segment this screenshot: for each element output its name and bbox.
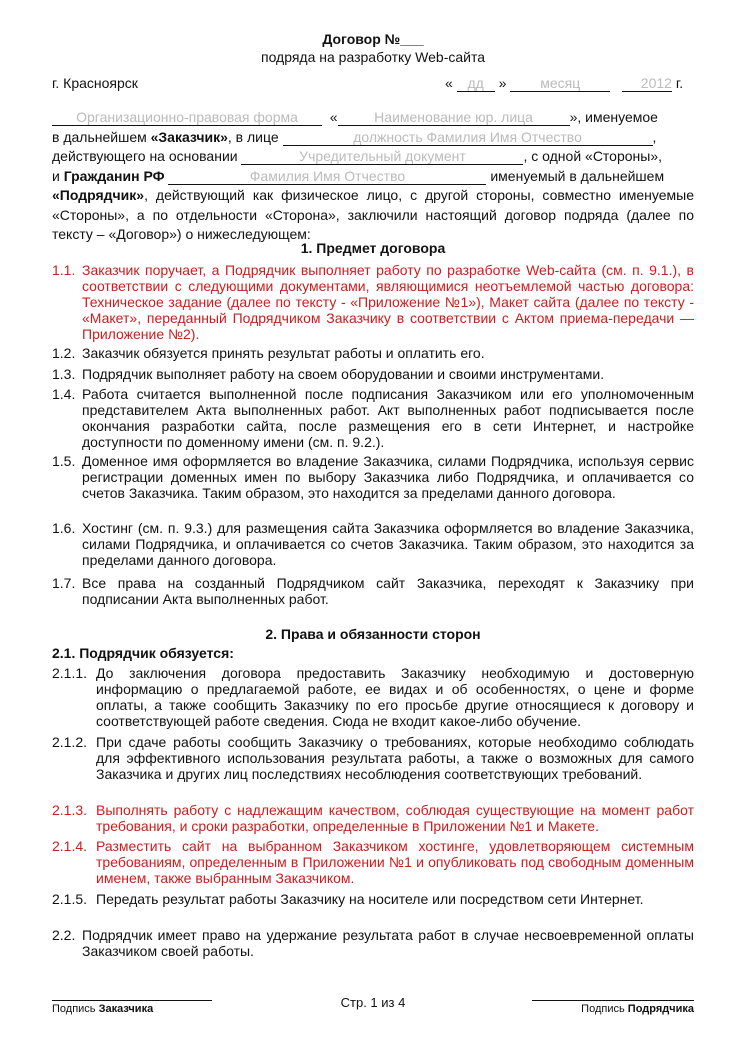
clause-text: Заказчик поручает, а Подрядчик выполняет работу по разработке Web-сайта (см. п. 9.1.), в соответствии с следующими документами, являющимися неотъемлемой частью договора: Техническое задание (далее по тексту - «Приложение №1»), Макет сайта (далее по тексту - «Макет», переданный Подрядчиком Заказчику в соответствии с Актом приема-передачи — Приложение №2). (82, 262, 694, 342)
clause-number: 2.1.3. (52, 802, 88, 818)
subsection-2-1-title: 2.1. Подрядчик обязуется: (52, 645, 234, 661)
clause-2-1-4 (52, 838, 694, 886)
clause-text: Хостинг (см. п. 9.3.) для размещения сайта Заказчика оформляется во владение Заказчика, силами Подрядчика, и оплачивается со счетов Заказчика. Таким образом, это находится за пределами данного договора. (82, 520, 694, 568)
clause-text: Подрядчик имеет право на удержание результата работ в случае несвоевременной оплаты Заказчиком своей работы. (82, 927, 694, 959)
preamble (52, 108, 694, 245)
text: в дальнейшем (52, 128, 147, 145)
page-number: Стр. 1 из 4 (340, 995, 406, 1010)
citizen-name-field: Фамилия Имя Отчество (168, 169, 486, 185)
clause-1-2 (52, 345, 694, 361)
clause-number: 1.5. (52, 453, 76, 469)
date-quote-open: « (445, 75, 453, 91)
text: и (52, 167, 60, 184)
document-field: Учредительный документ (241, 149, 523, 165)
clause-1-7 (52, 575, 694, 607)
signature-prefix: Подпись (581, 1003, 625, 1015)
position-name-field: должность Фамилия Имя Отчество (283, 130, 653, 146)
clause-number: 2.2. (52, 927, 76, 943)
clause-2-1-5 (52, 891, 694, 907)
clause-text: Работа считается выполненной после подписания Заказчиком или его уполномоченным представителем Акта выполненных работ. Акт выполненных работ подписывается после окончания разработки сайта, после размещения его в сети Интернет, и настройке доступности по доменному имени (см. п. 9.2.). (82, 386, 694, 450)
clause-number: 1.4. (52, 386, 76, 402)
clause-number: 2.1.2. (52, 734, 88, 750)
clause-1-3 (52, 366, 694, 382)
customer-label: Заказчика (98, 1003, 154, 1015)
clause-2-1-2 (52, 734, 694, 782)
clause-1-6 (52, 520, 694, 568)
text: действующего на основании (52, 148, 238, 164)
quote: » (569, 109, 578, 125)
contractor-label: Подрядчика (627, 1003, 694, 1015)
clause-number: 1.1. (52, 262, 76, 278)
clause-text: Разместить сайт на выбранном Заказчиком хостинге, удовлетворяющем системным требованиям, определенным в Приложении №1 и опубликовать под свободным доменным именем, также выбранным Заказчиком. (96, 838, 694, 886)
clause-number: 2.1.1. (52, 665, 88, 681)
document-subtitle: подряда на разработку Web-сайта (260, 49, 486, 65)
clause-text: Доменное имя оформляется во владение Заказчика, силами Подрядчика, используя сервис регистрации доменных имен по выбору Заказчика либо Подрядчика, и оплачивается со счетов Заказчика. Таким образом, это находится за пределами данного договора. (82, 453, 694, 501)
clause-text: До заключения договора предоставить Заказчику необходимую и достоверную информацию о предлагаемой работе, ее видах и об особенностях, о цене и форме оплаты, а также сообщить Заказчику по его просьбе другие относящиеся к договору и соответствующей работе сведения. Сюда не входит какое-либо обучение. (96, 665, 694, 729)
clause-number: 1.7. (52, 575, 76, 591)
signature-prefix: Подпись (52, 1003, 96, 1015)
clause-number: 2.1.5. (52, 891, 88, 907)
text: , с одной «Стороны», (523, 148, 663, 164)
clause-text: Заказчик обязуется принять результат работы и оплатить его. (82, 345, 485, 361)
day-field: дд (457, 76, 495, 92)
clause-text: Выполнять работу с надлежащим качеством, соблюдая существующие на момент работ требования, и сроки разработки, определенные в Приложении №1 и Макете. (96, 802, 694, 834)
section-1-title: 1. Предмет договора (300, 240, 446, 256)
clause-1-1 (52, 262, 694, 342)
text: , действующий как физическое лицо, с другой стороны, совместно именуемые «Стороны», а по отдельности «Сторона», заключили настоящий договор подряда (далее по тексту – «Договор») о нижеследующем: (52, 187, 694, 242)
clause-text: Передать результат работы Заказчику на носителе или посредством сети Интернет. (96, 891, 644, 907)
year-suffix: г. (675, 75, 684, 91)
customer-term: «Заказчик» (150, 128, 228, 145)
clause-number: 1.6. (52, 520, 76, 536)
quote: « (329, 109, 338, 125)
clause-text: При сдаче работы сообщить Заказчику о требованиях, которые необходимо соблюдать для эффективного использования результата работы, а также о возможных для самого Заказчика и других лиц последствиях несоблюдения соответствующих требований. (96, 734, 694, 782)
clause-2-2 (52, 927, 694, 959)
section-2-title: 2. Права и обязанности сторон (265, 626, 481, 642)
text: , (652, 128, 657, 145)
clause-2-1-1 (52, 665, 694, 729)
document-title: Договор №___ (322, 31, 424, 47)
contractor-signature-line (532, 1000, 694, 1001)
clause-number: 1.2. (52, 345, 76, 361)
org-name-field: Наименование юр. лица (338, 110, 570, 126)
text: именуемый в дальнейшем (490, 167, 665, 184)
clause-text: Подрядчик выполняет работу на своем оборудовании и своими инструментами. (82, 366, 605, 382)
clause-text: Все права на созданный Подрядчиком сайт Заказчика, переходят к Заказчику при подписании Акта выполненных работ. (82, 575, 694, 607)
contractor-term: «Подрядчик» (52, 187, 145, 203)
citizen-term: Гражданин РФ (63, 167, 165, 184)
clause-2-1-3 (52, 802, 694, 834)
clause-1-4 (52, 386, 694, 450)
text: , в лице (227, 128, 279, 145)
clause-1-5 (52, 453, 694, 501)
org-form-field: Организационно-правовая форма (52, 110, 322, 126)
date-quote-close: » (498, 75, 507, 91)
city: г. Красноярск (52, 75, 138, 91)
year-field: 2012 (622, 76, 672, 92)
clause-number: 2.1.4. (52, 838, 88, 854)
contract-date (445, 75, 695, 92)
contractor-signature-label (581, 1003, 694, 1015)
text: , именуемое (577, 109, 658, 125)
month-field: месяц (510, 76, 610, 92)
clause-number: 1.3. (52, 366, 76, 382)
